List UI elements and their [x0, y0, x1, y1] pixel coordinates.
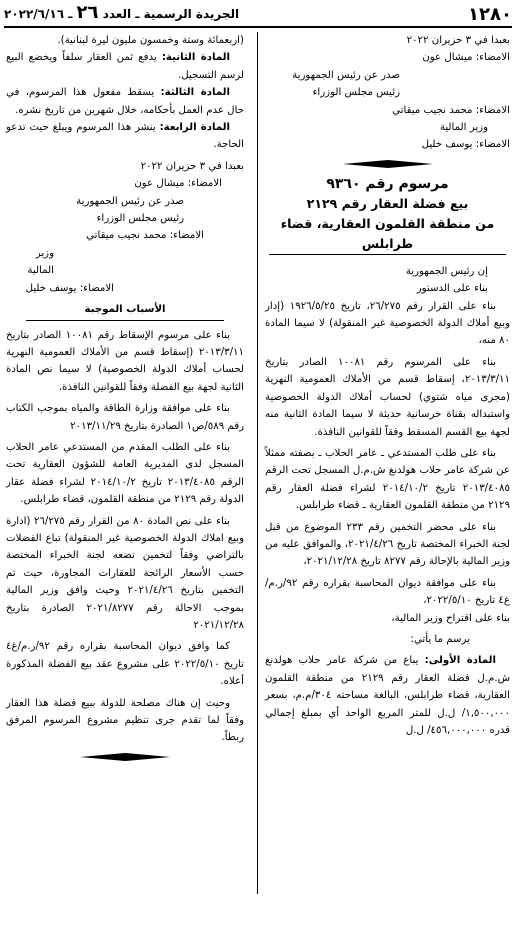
header-issue-number: ٢٦: [76, 2, 99, 23]
sig-pm: رئيس مجلس الوزراء: [312, 87, 400, 99]
article-3-text: يسقط مفعول هذا المرسوم، في حال عدم العمل بأحكامه، خلال شهرين من تاريخ نشره.: [6, 87, 244, 116]
article-4-label: المادة الرابعة:: [159, 122, 230, 134]
left-signature-block: [6, 158, 244, 297]
article-4: [6, 119, 244, 154]
decree-subtitle-2: من منطقة القلمون العقارية، قضاء طرابلس: [269, 214, 506, 255]
sig-pm-signed: الامضاء: محمد نجيب ميقاتي: [392, 104, 510, 116]
article-2: [6, 49, 244, 84]
right-column: [265, 32, 510, 743]
article-4-text: ينشر هذا المرسوم ويبلغ حيث تدعو الحاجة.: [6, 122, 244, 151]
page-number: ۱۲۸۰: [468, 4, 512, 25]
paragraph: بناء على المرسوم رقم ١٠٠٨١ الصادر بتاريخ ٢٠١٣/٣/١١، إسقاط قسم من الأملاك العمومية النهرية (مجرى مياه شتوي) لحساب أملاك الدولة الخصوصية واستبداله بقناة خرسانية حديثة لا سيما المادة الثانية منه لجهة بيع القسم المسقط وفقاً للقوانين النافذة.: [265, 356, 510, 438]
separator-ornament: [265, 160, 510, 168]
sig-president: الامضاء: ميشال عون: [422, 52, 510, 64]
preamble-constitution: بناء على الدستور: [416, 283, 488, 295]
decree-subtitle-1: بيع فضلة العقار رقم ٢١٢٩: [306, 195, 469, 211]
header-date: ۲۰۲۲/٦/۱٦: [4, 7, 65, 21]
article-3: [6, 84, 244, 119]
article-1-label: المادة الأولى:: [424, 655, 496, 667]
paragraph: بناء على طلب المستدعي ـ عامر الحلاب ـ بصفته ممثلاً عن شركة عامر حلاب هولدنغ ش.م.ل المسجل تحت الرقم ٢٠١٣/٤٠٨٥ تاريخ ٢٠١٤/١٠/٢ لشراء فضلة العقار رقم ٢١٢٩ من منطقة القلمون العقارية ـ قضاء طرابلس.: [265, 447, 510, 512]
sig-minister-signed: الامضاء: يوسف خليل: [25, 282, 114, 294]
sig-issued: صدر عن رئيس الجمهورية: [292, 69, 400, 81]
reason-paragraph: بناء على نص المادة ٨٠ من القرار رقم ٢٦/٢٧٥ (ادارة وبيع املاك الدولة الخصوصية غير المنقولة) تباع الفضلات بالتراضي وفقاً لتخمين تضعه لجنة الخبراء المختصة حسب الأسعار الرائجة للعقارات المجاورة، حيث تم التخمين بتاريخ ٢٠٢١/٤/٢٦ وحيث وافق وزير المالية بموجب الاحالة رقم ٢٠٢١/٨٢٧٧ الصادرة بتاريخ ٢٠٢١/١٢/٢٨: [6, 515, 244, 631]
sig-minister: وزير المالية: [27, 247, 54, 277]
sig-minister: وزير المالية: [439, 122, 488, 134]
reason-paragraph: بناء على موافقة وزارة الطاقة والمياه بموجب الكتاب رقم ٥٨٩/ص١ الصادرة بتاريخ ٢٠١٣/١١/٢٩: [6, 403, 244, 432]
sig-minister-signed: الامضاء: يوسف خليل: [421, 139, 510, 151]
paragraph: بناء على محضر التخمين رقم ٢٣٣ الموضوع من قبل لجنة الخبراء المختصة تاريخ ٢٠٢١/٤/٢٦، والموافق عليه من وزير المالية بالإحالة رقم ٨٢٧٧ تاريخ ٢٠٢١/١٢/٢٨،: [265, 521, 510, 568]
reason-paragraph: كما وافق ديوان المحاسبة بقراره رقم ٩٢/ر.م/غ٤ تاريخ ٢٠٢٢/٥/١٠ على مشروع عقد بيع الفضلة المذكورة أعلاه.: [6, 641, 244, 688]
sig-pm-signed: الامضاء: محمد نجيب ميقاتي: [86, 230, 204, 242]
column-divider: [257, 32, 258, 894]
page-header: [4, 4, 512, 28]
decrees-line: يرسم ما يأتي:: [410, 633, 470, 645]
paragraph: بناء على موافقة ديوان المحاسبة بقراره رقم ٩٢/ر.م/غ٤ تاريخ ٢٠٢٢/٥/١٠،: [265, 577, 510, 607]
paragraph: بناء على اقتراح وزير المالية،: [391, 612, 510, 624]
article-3-label: المادة الثالثة:: [160, 87, 230, 99]
reason-paragraph: وحيث إن هناك مصلحة للدولة ببيع فضلة هذا العقار وفقاً لما تقدم جرى تنظيم مشروع المرسوم المرفق ربطاً.: [6, 697, 244, 744]
left-column: [6, 32, 244, 767]
end-ornament: [6, 753, 244, 761]
article-1-text: يباع من شركة عامر حلاب هولدنغ ش.م.ل فضلة العقار رقم ٢١٢٩ من منطقة القلمون العقارية، قضاء طرابلس، البالغة مساحته ٣٠٤/م.م، بسعر ١,٥٠٠,٠٠٠/ ل.ل للمتر المربع الواحد أي بمبلغ إجمالي قدره ٤٥٦,٠٠٠,٠٠٠/ ل.ل: [265, 655, 510, 736]
sig-pm: رئيس مجلس الوزراء: [96, 213, 184, 225]
header-issue-info: الجريدة الرسمية ـ العدد ٢٦ ـ ۲۰۲۲/٦/۱٦: [4, 2, 240, 23]
article-1: [265, 652, 510, 739]
paragraph: بناء على القرار رقم ٢٦/٢٧٥، تاريخ ١٩٢٦/٥/٢٥ (إدار وبيع أملاك الدولة الخصوصية غير المنقولة) لا سيما المادة ٨٠ منه،: [265, 300, 510, 347]
sig-date: بعبدا في ٣ حزيران ٢٠٢٢: [406, 35, 510, 46]
top-signature-block: [265, 32, 510, 154]
sig-issued: صدر عن رئيس الجمهورية: [76, 195, 184, 207]
decree-number: مرسوم رقم ٩٣٦٠: [326, 175, 449, 192]
sig-president: الامضاء: ميشال عون: [134, 178, 222, 190]
reason-paragraph: بناء على الطلب المقدم من المستدعي عامر الحلاب المسجل لدى المديرية العامة للشؤون العقارية تحت الرقم ٢٠١٣/٤٠٨٥ تاريخ ٢٠١٤/١٠/٢ لشراء فضلة عقار الدولة رقم ٢١٢٩ من منطقة القلمون، قضاء طرابلس.: [6, 441, 244, 506]
ornament-icon: [80, 753, 170, 761]
header-issue-prefix: الجريدة الرسمية ـ العدد: [102, 7, 240, 21]
reason-paragraph: بناء على مرسوم الإسقاط رقم ١٠٠٨١ الصادر بتاريخ ٢٠١٣/٣/١١ (إسقاط قسم من الأملاك العمومية النهرية لحساب أملاك الدولة الخصوصية) لا سيما نص المادة الثانية لجهة بيع الفضلة وفقاً للقوانين النافذة.: [6, 329, 244, 393]
sig-date: بعبدا في ٣ حزيران ٢٠٢٢: [140, 160, 244, 172]
article-2-text: يدفع ثمن العقار سلفاً ويخضع البيع لرسم التسجيل.: [6, 52, 244, 81]
ornament-icon: [343, 160, 433, 168]
reasons-title: الأسباب الموجبة: [26, 301, 224, 320]
article-2-label: المادة الثانية:: [161, 52, 230, 64]
preamble-president: إن رئيس الجمهورية: [405, 265, 488, 277]
article-1-continuation: (اربعمائة وستة وخمسون مليون ليرة لبنانية).: [57, 35, 244, 46]
